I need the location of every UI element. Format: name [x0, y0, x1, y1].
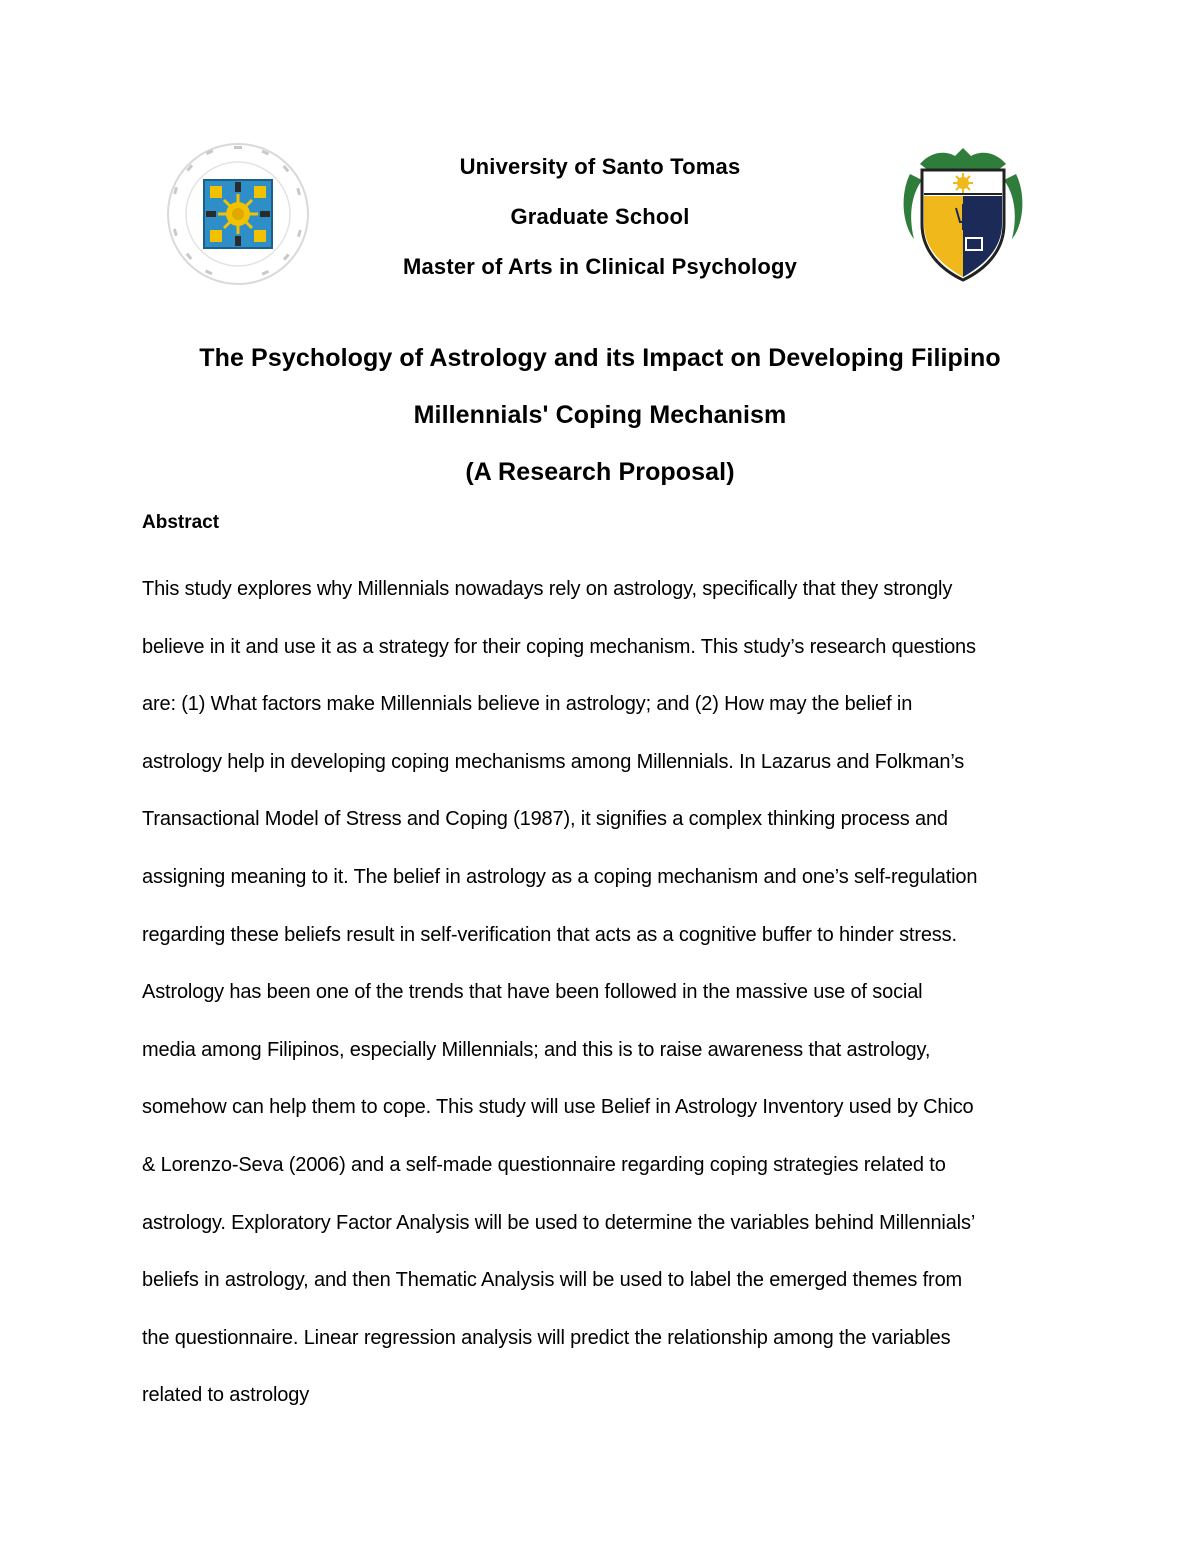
school-name: Graduate School — [510, 204, 690, 229]
university-seal-icon — [166, 142, 310, 286]
title-line-1: The Psychology of Astrology and its Impact on Developing Filipino — [199, 344, 1001, 372]
abstract-line: Astrology has been one of the trends that have been followed in the massive use of social — [142, 981, 923, 1004]
program-name: Master of Arts in Clinical Psychology — [402, 254, 798, 279]
university-name: University of Santo Tomas — [459, 154, 741, 179]
abstract-line: media among Filipinos, especially Millennials; and this is to raise awareness that astrology, — [142, 1038, 931, 1061]
abstract-line: astrology help in developing coping mechanisms among Millennials. In Lazarus and Folkman’s — [142, 750, 965, 773]
abstract-heading: Abstract — [142, 512, 220, 533]
abstract-body — [142, 561, 1062, 1425]
abstract-line: This study explores why Millennials nowadays rely on astrology, specifically that they strongly — [142, 578, 953, 600]
abstract-line: & Lorenzo-Seva (2006) and a self-made questionnaire regarding coping strategies related to — [142, 1153, 946, 1176]
title-line-3: (A Research Proposal) — [465, 458, 735, 486]
abstract-line: related to astrology — [142, 1384, 310, 1407]
abstract-line: believe in it and use it as a strategy for their coping mechanism. This study’s research questions — [142, 635, 976, 658]
abstract-line: Transactional Model of Stress and Coping (1987), it signifies a complex thinking process and — [142, 808, 948, 831]
abstract-line: the questionnaire. Linear regression analysis will predict the relationship among the variables — [142, 1326, 951, 1349]
abstract-line: beliefs in astrology, and then Thematic Analysis will be used to label the emerged themes from — [142, 1269, 963, 1292]
abstract-line: regarding these beliefs result in self-verification that acts as a cognitive buffer to hinder stress. — [142, 923, 957, 946]
institution-header — [300, 142, 900, 292]
abstract-line: are: (1) What factors make Millennials believe in astrology; and (2) How may the belief in — [142, 693, 913, 716]
paper-title — [100, 330, 1100, 501]
abstract-line: assigning meaning to it. The belief in astrology as a coping mechanism and one’s self-regulation — [142, 865, 978, 888]
abstract-line: astrology. Exploratory Factor Analysis will be used to determine the variables behind Millennials’ — [142, 1211, 976, 1234]
title-line-2: Millennials' Coping Mechanism — [413, 401, 787, 429]
graduate-school-crest-icon — [900, 144, 1026, 284]
abstract-line: somehow can help them to cope. This study will use Belief in Astrology Inventory used by Chico — [142, 1096, 974, 1119]
